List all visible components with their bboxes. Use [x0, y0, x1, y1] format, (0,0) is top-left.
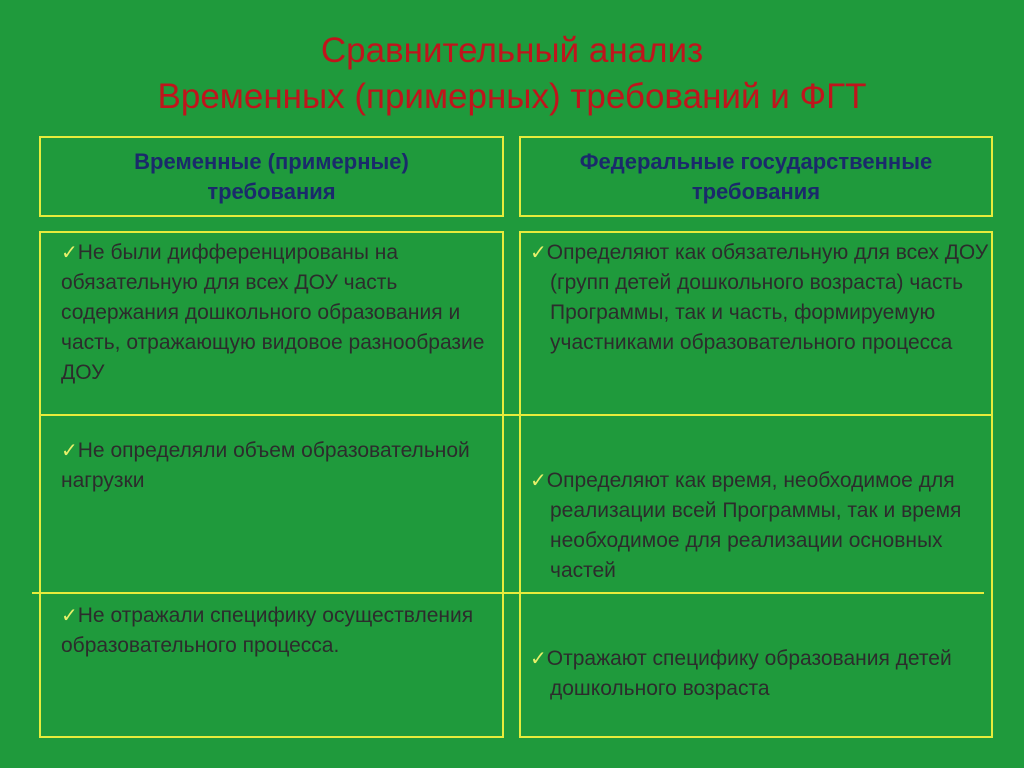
checkmark-icon: ✓	[61, 440, 78, 462]
row-divider-1	[39, 414, 993, 416]
left-item-1	[61, 238, 491, 388]
right-item-1-text: Определяют как обязательную для всех ДОУ (групп детей дошкольного возраста) часть Программы, так и часть, формируемую участниками образовательного процесса	[546, 241, 989, 354]
page-title	[0, 28, 1024, 120]
left-item-3-text: Не отражали специфику осуществления образовательного процесса.	[61, 604, 474, 657]
left-column-header	[39, 136, 504, 217]
right-item-3-text: Отражают специфику образования детей дошкольного возраста	[546, 647, 952, 700]
right-column-header-text: Федеральные государственные требования	[579, 148, 933, 204]
right-column-header	[519, 136, 993, 217]
left-item-2	[61, 436, 491, 496]
row-divider-2	[32, 592, 984, 594]
left-column-header-text: Временные (примерные) требования	[134, 148, 409, 204]
left-item-1-text: Не были дифференцированы на обязательную для всех ДОУ часть содержания дошкольного образования и часть, отражающую видовое разнообразие ДОУ	[61, 241, 485, 384]
right-item-3	[530, 644, 990, 704]
right-item-1	[530, 238, 990, 358]
left-item-2-text: Не определяли объем образовательной нагрузки	[61, 439, 470, 492]
right-item-2-text: Определяют как время, необходимое для реализации всей Программы, так и время необходимое для реализации основных частей	[546, 469, 962, 582]
checkmark-icon: ✓	[61, 242, 78, 264]
left-item-3	[61, 601, 491, 661]
checkmark-icon: ✓	[530, 242, 547, 264]
checkmark-icon: ✓	[530, 470, 547, 492]
title-line-1: Сравнительный анализ	[320, 31, 704, 70]
checkmark-icon: ✓	[530, 648, 547, 670]
checkmark-icon: ✓	[61, 605, 78, 627]
title-line-2: Временных (примерных) требований и ФГТ	[157, 77, 867, 116]
right-item-2	[530, 466, 990, 586]
